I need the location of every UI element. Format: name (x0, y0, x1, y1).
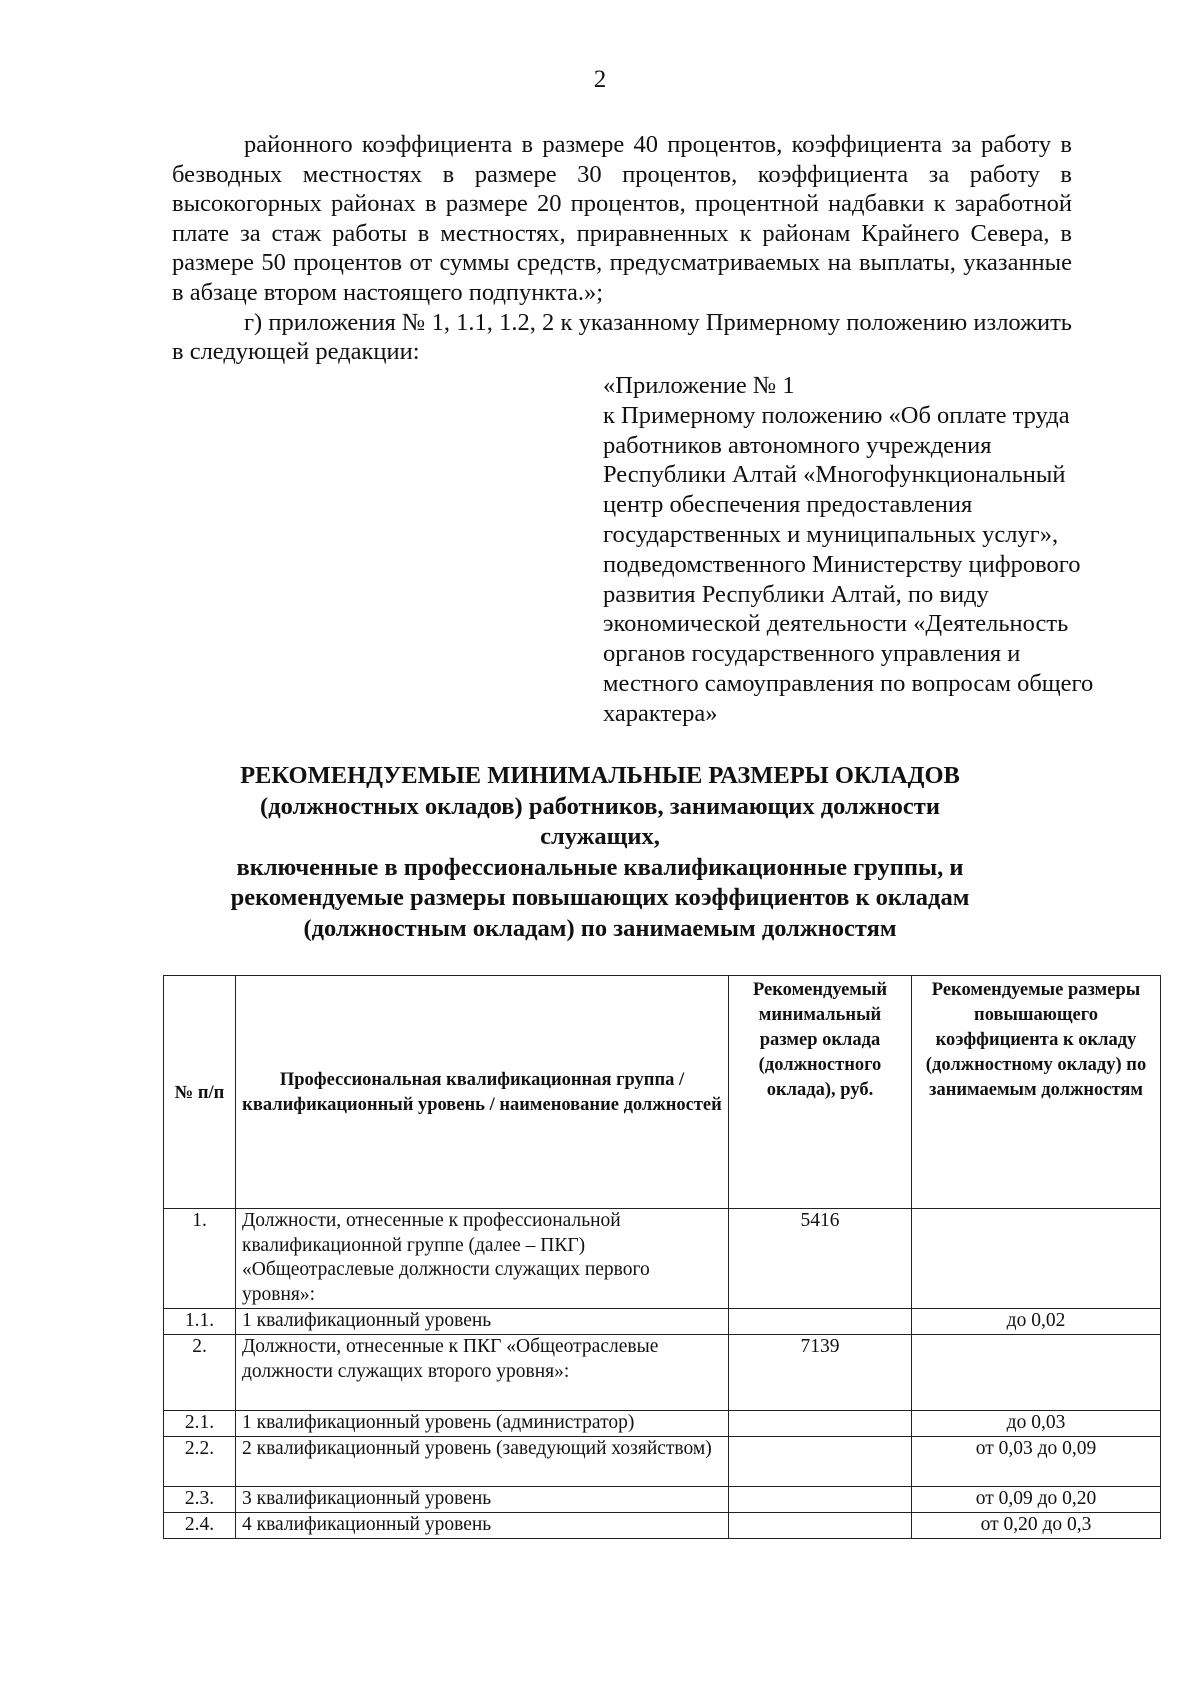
header-salary: Рекомендуемый минимальный размер оклада (должностного оклада), руб. (729, 976, 912, 1209)
appendix-line: работников автономного учреждения (603, 431, 992, 459)
row-num: 2.4. (164, 1513, 236, 1539)
row-num: 2.2. (164, 1437, 236, 1487)
row-salary (729, 1411, 912, 1437)
appendix-line: органов государственного управления и (603, 640, 1021, 668)
appendix-line: экономической деятельности «Деятельность (603, 610, 1069, 638)
title-line: включенные в профессиональные квалификационные группы, и (236, 853, 964, 881)
row-salary: 7139 (729, 1335, 912, 1411)
appendix-line: центр обеспечения предоставления (603, 491, 973, 519)
table-row (164, 1487, 1161, 1513)
document-title (200, 761, 1000, 944)
page-number: 2 (593, 66, 607, 93)
header-group: Профессиональная квалификационная группа / квалификационный уровень / наименование должностей (236, 976, 729, 1209)
row-num: 2.3. (164, 1487, 236, 1513)
appendix-line: развития Республики Алтай, по виду (603, 580, 989, 608)
table-row (164, 1209, 1161, 1309)
salary-table (163, 975, 1161, 1539)
paragraph-2: г) приложения № 1, 1.1, 1.2, 2 к указанному Примерному положению изложить в следующей редакции: (172, 308, 1072, 366)
row-coefficient (912, 1209, 1161, 1309)
row-salary (729, 1487, 912, 1513)
row-coefficient: до 0,03 (912, 1411, 1161, 1437)
row-coefficient: от 0,20 до 0,3 (912, 1513, 1161, 1539)
header-num: № п/п (164, 976, 236, 1209)
title-line: (должностных окладов) работников, занимающих должности служащих, (260, 792, 940, 850)
row-name: 1 квалификационный уровень (236, 1309, 729, 1335)
row-name: Должности, отнесенные к ПКГ «Общеотраслевые должности служащих второго уровня»: (236, 1335, 729, 1411)
table-header-row (164, 976, 1161, 1209)
row-salary (729, 1309, 912, 1335)
row-salary (729, 1437, 912, 1487)
body-text (172, 130, 1072, 367)
row-name: 3 квалификационный уровень (236, 1487, 729, 1513)
table-row (164, 1437, 1161, 1487)
row-name: 2 квалификационный уровень (заведующий хозяйством) (236, 1437, 729, 1487)
appendix-line: характера» (603, 699, 718, 727)
paragraph-1: районного коэффициента в размере 40 процентов, коэффициента за работу в безводных местностях в размере 30 процентов, коэффициента за работу в высокогорных районах в размере 20 процентов, процентной надбавки к заработной плате за стаж работы в местностях, приравненных к районам Крайнего Севера, в размере 50 процентов от суммы средств, предусматриваемых на выплаты, указанные в абзаце втором настоящего подпункта.»; (172, 131, 1072, 306)
title-line: рекомендуемые размеры повышающих коэффициентов к окладам (230, 884, 970, 911)
row-name: Должности, отнесенные к профессиональной квалификационной группе (далее – ПКГ) «Общеотраслевые должности служащих первого уровня»: (236, 1209, 729, 1309)
appendix-line: государственных и муниципальных услуг», (603, 520, 1059, 548)
row-num: 1. (164, 1209, 236, 1309)
row-salary (729, 1513, 912, 1539)
appendix-line: «Приложение № 1 (603, 372, 795, 399)
table-row (164, 1411, 1161, 1437)
row-num: 2.1. (164, 1411, 236, 1437)
row-coefficient: до 0,02 (912, 1309, 1161, 1335)
appendix-line: местного самоуправления по вопросам общего (603, 669, 1094, 697)
table-row (164, 1513, 1161, 1539)
row-coefficient: от 0,03 до 0,09 (912, 1437, 1161, 1487)
row-num: 1.1. (164, 1309, 236, 1335)
row-coefficient (912, 1335, 1161, 1411)
row-num: 2. (164, 1335, 236, 1411)
title-line: РЕКОМЕНДУЕМЫЕ МИНИМАЛЬНЫЕ РАЗМЕРЫ ОКЛАДОВ (240, 762, 960, 789)
appendix-line: к Примерному положению «Об оплате труда (603, 401, 1070, 429)
title-line: (должностным окладам) по занимаемым должностям (303, 914, 897, 942)
table-row (164, 1335, 1161, 1411)
appendix-line: Республики Алтай «Многофункциональный (603, 461, 1066, 489)
row-name: 4 квалификационный уровень (236, 1513, 729, 1539)
row-name: 1 квалификационный уровень (администратор) (236, 1411, 729, 1437)
appendix-line: подведомственного Министерству цифрового (603, 550, 1081, 578)
header-coefficient: Рекомендуемые размеры повышающего коэффициента к окладу (должностному окладу) по занимаемым должностям (912, 976, 1161, 1209)
table-row (164, 1309, 1161, 1335)
row-coefficient: от 0,09 до 0,20 (912, 1487, 1161, 1513)
appendix-header (603, 371, 1123, 729)
row-salary: 5416 (729, 1209, 912, 1309)
